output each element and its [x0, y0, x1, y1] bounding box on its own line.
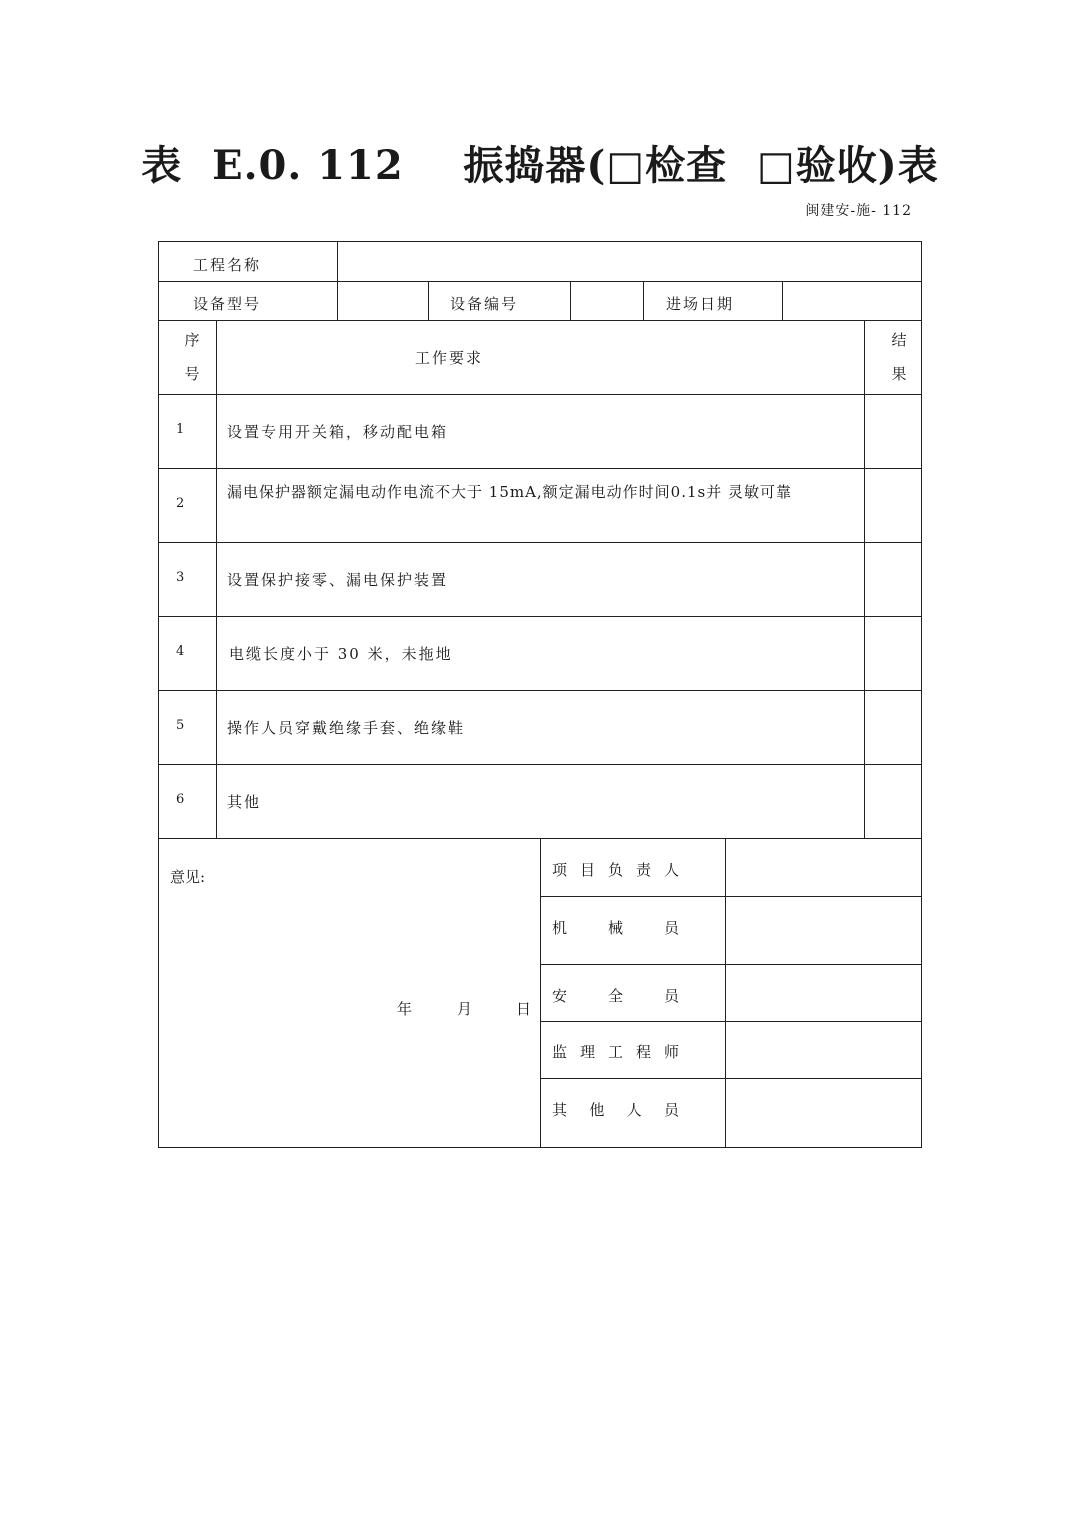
row-number: 3: [176, 570, 185, 585]
result-column-header: [889, 323, 909, 391]
role-project-manager: [552, 859, 679, 880]
result-header-bottom: 果: [891, 365, 907, 383]
signature-field[interactable]: [730, 1082, 916, 1142]
row-result-field[interactable]: [868, 398, 918, 464]
signature-divider: [540, 964, 922, 965]
signature-field[interactable]: [730, 1025, 916, 1074]
row-number: 5: [176, 718, 185, 733]
role-char: 人: [626, 1101, 642, 1119]
row-requirement: 操作人员穿戴绝缘手套、绝缘鞋: [227, 719, 466, 737]
role-char: 人: [663, 861, 679, 879]
opinion-field[interactable]: [165, 892, 533, 982]
column-divider: [725, 838, 726, 1148]
row-number: 6: [176, 792, 185, 807]
role-char: 理: [579, 1043, 595, 1061]
signature-field[interactable]: [730, 842, 916, 892]
role-char: 监: [552, 1043, 568, 1061]
form-title: 表 E.0. 112 振捣器(□检查 □验收)表: [141, 142, 939, 189]
entry-date-field[interactable]: [787, 293, 917, 313]
row-result-field[interactable]: [868, 694, 918, 760]
row-number: 4: [176, 644, 185, 659]
signature-divider: [540, 896, 922, 897]
device-number-label: 设备编号: [450, 295, 519, 313]
row-divider: [158, 468, 922, 469]
row-number: 2: [176, 496, 185, 511]
role-char: 负: [607, 861, 623, 879]
signature-field[interactable]: [730, 968, 916, 1017]
role-char: 责: [635, 861, 651, 879]
document-code: 闽建安-施- 112: [805, 203, 912, 219]
column-divider: [643, 281, 644, 320]
row-result-field[interactable]: [868, 768, 918, 834]
role-mechanic: [552, 917, 679, 938]
row-requirement: 设置专用开关箱，移动配电箱: [227, 423, 449, 441]
opinion-label: 意见:: [170, 868, 206, 886]
column-divider: [428, 281, 429, 320]
role-char: 员: [663, 1101, 679, 1119]
column-divider: [864, 320, 865, 838]
device-number-field[interactable]: [574, 293, 638, 313]
row-divider: [158, 764, 922, 765]
row-divider: [158, 394, 922, 395]
date-month: 月: [457, 1000, 475, 1018]
row-requirement: 电缆长度小于 30 米，未拖地: [229, 645, 453, 663]
row-requirement: 其他: [227, 793, 262, 811]
role-char: 他: [589, 1101, 605, 1119]
project-name-label: 工程名称: [193, 256, 262, 274]
role-other-personnel: [552, 1099, 679, 1120]
role-char: 员: [663, 987, 679, 1005]
date-year: 年: [397, 1000, 415, 1018]
role-char: 械: [607, 919, 623, 937]
column-divider: [216, 320, 217, 838]
row-number: 1: [176, 422, 185, 437]
project-name-field[interactable]: [345, 254, 915, 274]
row-divider: [158, 690, 922, 691]
role-char: 全: [607, 987, 623, 1005]
row-divider: [158, 281, 922, 282]
row-requirement: 设置保护接零、漏电保护装置: [227, 571, 449, 589]
seq-header-bottom: 号: [184, 365, 200, 383]
row-divider: [158, 542, 922, 543]
seq-column-header: [182, 323, 202, 391]
column-divider: [570, 281, 571, 320]
role-char: 程: [635, 1043, 651, 1061]
row-result-field[interactable]: [868, 620, 918, 686]
row-divider: [158, 320, 922, 321]
role-char: 项: [552, 861, 568, 879]
signature-field[interactable]: [730, 900, 916, 960]
role-char: 其: [552, 1101, 568, 1119]
seq-header-top: 序: [184, 331, 200, 349]
row-requirement: 漏电保护器额定漏电动作电流不大于 15mA,额定漏电动作时间0.1s并 灵敏可靠: [227, 483, 793, 501]
entry-date-label: 进场日期: [666, 295, 735, 313]
role-safety-officer: [552, 985, 679, 1006]
row-divider: [158, 616, 922, 617]
result-header-top: 结: [891, 331, 907, 349]
signature-divider: [540, 1021, 922, 1022]
role-char: 安: [552, 987, 568, 1005]
signature-divider: [540, 1078, 922, 1079]
role-char: 员: [663, 919, 679, 937]
device-model-field[interactable]: [342, 293, 424, 313]
date-day: 日: [516, 1000, 534, 1018]
column-divider: [337, 241, 338, 320]
requirement-column-header: 工作要求: [415, 349, 484, 367]
row-result-field[interactable]: [868, 472, 918, 538]
row-result-field[interactable]: [868, 546, 918, 612]
column-divider: [782, 281, 783, 320]
role-char: 目: [579, 861, 595, 879]
device-model-label: 设备型号: [193, 295, 262, 313]
role-supervising-engineer: [552, 1041, 679, 1062]
role-char: 机: [552, 919, 568, 937]
role-char: 工: [607, 1043, 623, 1061]
role-char: 师: [663, 1043, 679, 1061]
column-divider: [540, 838, 541, 1148]
